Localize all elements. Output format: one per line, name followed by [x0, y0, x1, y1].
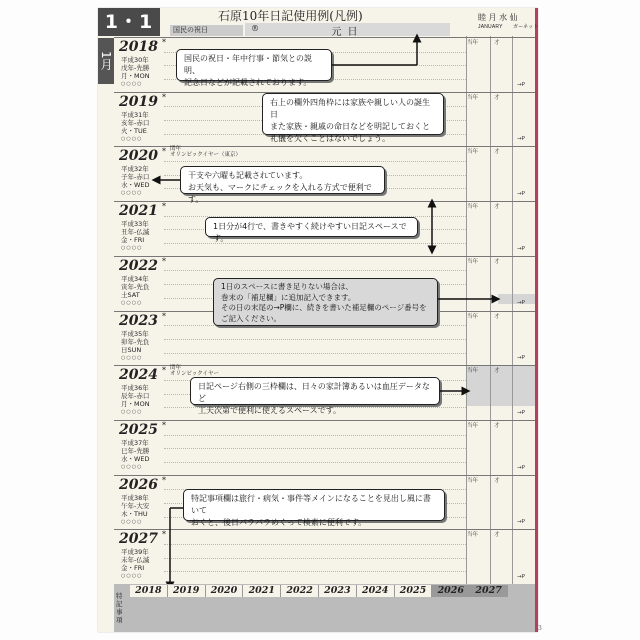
page-title: 石原10年日記使用例(凡例)	[218, 9, 363, 23]
star-mark: *	[162, 311, 166, 321]
age-label: 当年	[467, 40, 479, 46]
special-notes-tab-2023[interactable]: 2023	[319, 585, 357, 597]
star-mark: *	[162, 202, 166, 212]
date-tab: 1・1	[98, 8, 160, 36]
era-line: 平成35年	[121, 329, 149, 338]
star-mark: *	[162, 420, 166, 430]
supplement-page-field[interactable]: →P	[517, 464, 525, 471]
weather-marks[interactable]: ○○○○	[121, 573, 143, 580]
month-english: JANUARY ガーネット	[478, 24, 539, 30]
callout-text: 干支や六曜も記載されています。 お天気も、マークにチェックを入れる方式で便利です。	[188, 171, 372, 204]
era-line: 金・FRI	[121, 564, 145, 573]
year-note: 閏年 オリンピックイヤー	[170, 365, 220, 378]
special-notes-tab-2025[interactable]: 2025	[395, 585, 433, 597]
special-notes-label: 特記事項	[116, 592, 123, 624]
supplement-page-field[interactable]: →P	[517, 409, 525, 416]
holiday-mark: ®	[251, 24, 259, 33]
era-line: 平成30年	[121, 56, 149, 64]
era-line: 平成39年	[121, 548, 149, 557]
era-line: 平成34年	[121, 274, 149, 283]
weather-marks[interactable]: ○○○○	[121, 81, 143, 87]
callout-text: 1日分が4行で、書きやすく続けやすい日記スペースです。	[213, 222, 407, 243]
age-label: 当年	[467, 313, 479, 320]
era-line: 平成36年	[121, 384, 149, 393]
callout-text: 右上の欄外四角枠には家族や親しい人の誕生日 また家族・親戚の命日などを明記しておくと 礼儀を欠くことはないでしょう。	[270, 98, 430, 143]
era-line: 金・FRI	[121, 236, 145, 245]
star-mark: *	[162, 475, 166, 485]
era-line: 寅年-先負	[121, 282, 150, 291]
era-line: 月・MON	[121, 400, 150, 409]
star-mark: *	[162, 366, 166, 376]
year-label: 2027	[119, 531, 158, 548]
year-label: 2018	[119, 39, 158, 55]
era-line: 平成37年	[121, 438, 149, 447]
weather-marks[interactable]: ○○○○	[121, 409, 143, 416]
supplement-page-field[interactable]: →P	[517, 300, 525, 307]
weather-marks[interactable]: ○○○○	[121, 299, 143, 306]
year-label: 2020	[119, 148, 158, 165]
age-label: 当年	[467, 94, 479, 101]
age-label: 当年	[467, 368, 479, 375]
year-label: 2021	[119, 203, 158, 220]
era-line: 丑年-仏滅	[121, 228, 150, 237]
weather-marks[interactable]: ○○○○	[121, 135, 143, 142]
year-label: 2019	[119, 93, 158, 110]
special-notes-tab-2026[interactable]: 2026	[432, 585, 470, 597]
age-label: 当年	[467, 477, 479, 484]
era-line: 日SUN	[121, 345, 142, 354]
era-line: 木・THU	[121, 509, 148, 518]
era-line: 水・WED	[121, 454, 150, 463]
year-label: 2026	[119, 476, 158, 493]
age-label: 当年	[467, 258, 479, 265]
star-mark: *	[162, 530, 166, 540]
era-line: 火・TUE	[121, 126, 147, 135]
supplement-page-field[interactable]: →P	[517, 191, 525, 198]
page-number: 3	[538, 625, 542, 632]
month-name: 睦 月 水 仙	[478, 13, 518, 22]
year-label: 2025	[119, 421, 158, 438]
special-notes-tab-2018[interactable]: 2018	[130, 585, 168, 597]
age-label: 当年	[467, 532, 479, 539]
holiday-name: 元日	[331, 27, 364, 38]
age-unit: 才	[494, 204, 500, 211]
weather-marks[interactable]: ○○○○	[121, 354, 143, 361]
supplement-page-field[interactable]: →P	[517, 573, 525, 580]
age-label: 当年	[467, 422, 479, 429]
age-unit: 才	[494, 422, 500, 429]
era-line: 月・MON	[121, 72, 150, 80]
special-notes-tab-2020[interactable]: 2020	[206, 585, 244, 597]
era-line: 平成32年	[121, 165, 149, 174]
special-notes-tab-2027[interactable]: 2027	[470, 585, 508, 597]
year-note: 閏年 オリンピックイヤー（東京）	[170, 146, 242, 159]
special-notes-tab-2019[interactable]: 2019	[168, 585, 206, 597]
weather-marks[interactable]: ○○○○	[121, 190, 143, 197]
year-label: 2023	[119, 312, 158, 329]
age-unit: 才	[494, 477, 500, 484]
age-label: 当年	[467, 204, 479, 211]
age-label: 当年	[467, 149, 479, 156]
age-unit: 才	[494, 40, 500, 46]
era-line: 未年-仏滅	[121, 556, 150, 565]
callout-text: 国民の祝日・年中行事・節気との説明、 記念日などが記載されております。	[184, 54, 312, 87]
age-unit: 才	[494, 368, 500, 375]
era-line: 辰年-赤口	[121, 392, 150, 401]
era-line: 土SAT	[121, 290, 140, 299]
callout-text: 特記事項欄は旅行・病気・事件等メインになることを見出し風に書いて おくと、後日パラパラめくって検索に便利です。	[191, 494, 431, 527]
supplement-page-field[interactable]: →P	[517, 355, 525, 362]
era-line: 卯年-先負	[121, 337, 150, 346]
star-mark: *	[162, 38, 166, 47]
supplement-page-field[interactable]: →P	[517, 245, 525, 252]
year-label: 2024	[119, 367, 158, 384]
weather-marks[interactable]: ○○○○	[121, 245, 143, 252]
era-line: 平成33年	[121, 220, 149, 229]
era-line: 水・WED	[121, 181, 150, 190]
star-mark: *	[162, 147, 166, 157]
callout-text: 日記ページ右側の三枠欄は、日々の家計簿あるいは血圧データなど 工夫次第で便利に使えるスペースです。	[198, 382, 430, 415]
supplement-page-field[interactable]: →P	[517, 519, 525, 526]
era-line: 午年-大安	[121, 501, 150, 510]
weather-marks[interactable]: ○○○○	[121, 518, 143, 525]
holiday-label: 国民の祝日	[170, 25, 243, 36]
era-line: 戊年-先勝	[121, 64, 150, 72]
supplement-page-field[interactable]: →P	[517, 81, 525, 88]
age-unit: 才	[494, 149, 500, 156]
era-line: 巳年-先勝	[121, 446, 150, 455]
era-line: 平成38年	[121, 493, 149, 502]
age-unit: 才	[494, 532, 500, 539]
year-label: 2022	[119, 257, 158, 274]
special-notes-tab-2022[interactable]: 2022	[281, 585, 319, 597]
age-unit: 才	[494, 258, 500, 265]
callout-text: 1日のスペースに書き足りない場合は、 巻末の「補足欄」に追加記入できます。 その日の末尾の→P欄に、続きを書いた補足欄のページ番号を ご記入ください。	[221, 282, 427, 323]
era-line: 亥年-赤口	[121, 118, 150, 127]
weather-marks[interactable]: ○○○○	[121, 463, 143, 470]
age-unit: 才	[494, 94, 500, 101]
special-notes-tab-2024[interactable]: 2024	[357, 585, 395, 597]
age-unit: 才	[494, 313, 500, 320]
era-line: 子年-赤口	[121, 173, 150, 182]
supplement-page-field[interactable]: →P	[517, 136, 525, 143]
star-mark: *	[162, 256, 166, 266]
special-notes-tab-2021[interactable]: 2021	[243, 585, 281, 597]
era-line: 平成31年	[121, 110, 149, 119]
star-mark: *	[162, 92, 166, 102]
month-tab: 1月	[98, 38, 114, 84]
